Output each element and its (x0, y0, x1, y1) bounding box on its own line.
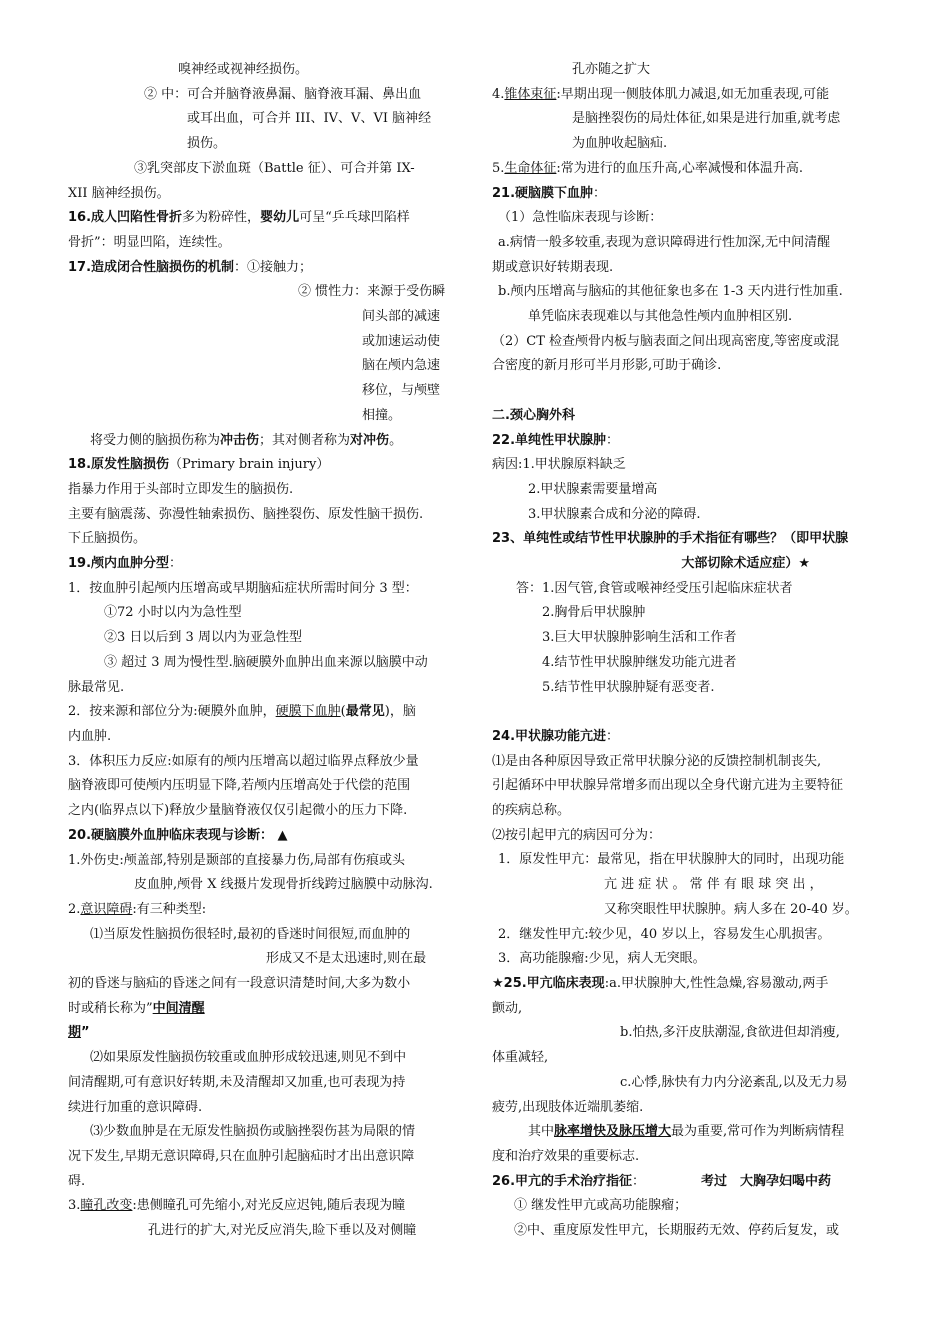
text-line: ③ 超过 3 周为慢性型.脑硬膜外血肿出血来源以脑膜中动 (104, 654, 428, 670)
text-line: 碍. (68, 1173, 86, 1189)
text-line: （1）急性临床表现与诊断： (498, 210, 663, 226)
text-line: 脉最常见. (68, 679, 125, 695)
text-line: 3.巨大甲状腺肿影响生活和工作者 (542, 630, 737, 646)
question-26: 26.甲亢的手术治疗指征： 考过 大胸孕妇喝中药 (492, 1173, 832, 1189)
text-line: 初的昏迷与脑疝的昏迷之间有一段意识清楚时间,大多为数小 (68, 976, 411, 992)
text-line: 2.甲状腺素需要量增高 (528, 481, 658, 497)
text-line: 4.结节性甲状腺肿继发功能亢进者 (542, 654, 737, 670)
text-line: 损伤。 (187, 136, 227, 152)
question-title: 22.单纯性甲状腺肿 (492, 432, 607, 448)
question-number: 16. (68, 210, 92, 226)
text-line: ① 继发性甲亢或高功能腺瘤； (514, 1198, 688, 1214)
text-line: 脑脊液即可使颅内压明显下降,若颅内压增高处于代偿的范围 (68, 778, 411, 794)
text-line: （2）CT 检查颅骨内板与脑表面之间出现高密度,等密度或混 (492, 333, 840, 349)
text-line: 3．高功能腺瘤:少见，病人无突眼。 (498, 951, 706, 967)
text-line: 脑在颅内急速 (362, 358, 441, 374)
text-line: 嗅神经或视神经损伤。 (178, 62, 309, 77)
text-line: 2.胸骨后甲状腺肿 (542, 605, 646, 621)
text-line: 答：1.因气管,食管或喉神经受压引起临床症状者 (516, 580, 793, 596)
question-24: 24.甲状腺功能亢进： (492, 728, 620, 744)
note: 考过 大胸孕妇喝中药 (701, 1173, 832, 1189)
text-line: 2．继发性甲亢:较少见，40 岁以上，容易发生心肌损害。 (498, 926, 831, 942)
text-line: 1．按血肿引起颅内压增高或早期脑疝症状所需时间分 3 型： (68, 580, 418, 596)
text-line: 时或稍长称为”中间清醒 (68, 1000, 205, 1016)
text-line: 3.甲状腺素合成和分泌的障碍. (528, 506, 701, 522)
text-line: a.病情一般多较重,表现为意识障碍进行性加深,无中间清醒 (498, 234, 831, 250)
text-line: 相撞。 (362, 407, 402, 423)
question-title: 24.甲状腺功能亢进 (492, 728, 607, 744)
text-line: 5.结节性甲状腺肿疑有恶变者. (542, 679, 715, 695)
text-line: b.颅内压增高与脑疝的其他征象也多在 1-3 天内进行性加重. (498, 284, 843, 300)
text-line: 期或意识好转期表现. (492, 259, 614, 275)
text-line: 3．体积压力反应:如原有的颅内压增高以超过临界点释放少量 (68, 753, 419, 769)
text-line: 皮血肿,颅骨 X 线摄片发现骨折线跨过脑膜中动脉沟. (134, 877, 433, 893)
text-line: 是脑挫裂伤的局灶体征,如果是进行加重,就考虑 (572, 111, 841, 127)
question-title: 20.硬脑膜外血肿临床表现与诊断 (68, 827, 261, 843)
text-line: ①72 小时以内为急性型 (104, 605, 242, 621)
text-line: ②中、重度原发性甲亢，长期服药无效、停药后复发，或 (514, 1223, 840, 1239)
text-line: 指暴力作用于头部时立即发生的脑损伤. (68, 481, 294, 497)
text-line: 或耳出血，可合并 III、IV、V、VI 脑神经 (187, 111, 432, 127)
text-line: 孔亦随之扩大 (572, 62, 651, 77)
text-line: 的疾病总称。 (492, 803, 571, 819)
text-line: 病因:1.甲状腺原料缺乏 (492, 457, 626, 473)
text-line: 2．按来源和部位分为:硬膜外血肿，硬膜下血肿(最常见)，脑 (68, 704, 416, 720)
text-line: 下丘脑损伤。 (68, 531, 147, 547)
text-line: XII 脑神经损伤。 (68, 185, 170, 201)
question-title: 26.甲亢的手术治疗指征 (492, 1173, 633, 1189)
text-line: 期” (68, 1025, 90, 1041)
text-line: 形成又不是太迅速时,则在最 (266, 951, 427, 967)
text-line: ⑵如果原发性脑损伤较重或血肿形成较迅速,则见不到中 (90, 1050, 407, 1066)
question-title: 18.原发性脑损伤 (68, 457, 170, 473)
text-line: ⑴当原发性脑损伤很轻时,最初的昏迷时间很短,而血肿的 (90, 926, 411, 942)
question-23-title: 23、单纯性或结节性甲状腺肿的手术指征有哪些？（即甲状腺 (492, 531, 849, 547)
text-line: ③乳突部皮下淤血斑（Battle 征）、可合并第 IX- (134, 160, 415, 176)
text-line: 2.意识障碍:有三种类型: (68, 901, 207, 917)
text-line: 合密度的新月形可半月形影,可助于确诊. (492, 358, 722, 374)
question-25: ★25.甲亢临床表现:a.甲状腺肿大,性性急燥,容易激动,两手 (492, 975, 829, 991)
text-line: 之内(临界点以下)释放少量脑脊液仅仅引起微小的压力下降. (68, 803, 408, 819)
text-line: 1.外伤史:颅盖部,特别是颞部的直接暴力伤,局部有伤痕或头 (68, 852, 406, 868)
question-17: 17.造成闭合性脑损伤的机制：①接触力； (68, 259, 313, 275)
question-19: 19.颅内血肿分型： (68, 556, 183, 572)
star-icon: ★ (492, 975, 504, 991)
text-line: 况下发生,早期无意识障碍,只在血肿引起脑疝时才出出意识障 (68, 1148, 415, 1164)
text-line: 3.瞳孔改变:患侧瞳孔可先缩小,对光反应迟钝,随后表现为瞳 (68, 1198, 406, 1214)
text-line: 或加速运动使 (362, 333, 441, 349)
right-column (492, 58, 884, 1244)
question-23-title: 大部切除术适应症）★ (681, 556, 810, 572)
triangle-icon: ： ▲ (260, 827, 288, 843)
text-line: 亢 进 症 状 。 常 伴 有 眼 球 突 出 ， (604, 877, 823, 893)
text-line: 移位，与颅壁 (362, 383, 441, 399)
text-line: 单凭临床表现难以与其他急性颅内血肿相区别. (528, 309, 793, 325)
text-line: 疲劳,出现肢体近端肌萎缩. (492, 1099, 644, 1115)
section-heading: 二.颈心胸外科 (492, 407, 575, 423)
question-title: 25.甲亢临床表现 (503, 975, 605, 991)
text-line: 间清醒期,可有意识好转期,未及清醒却又加重,也可表现为持 (68, 1074, 406, 1090)
spacer (492, 700, 884, 725)
text-line: ⑶少数血肿是在无原发性脑损伤或脑挫裂伤甚为局限的情 (90, 1124, 416, 1140)
text-line: 4.锥体束征:早期出现一侧肢体肌力减退,如无加重表现,可能 (492, 86, 830, 102)
question-title: 21.硬脑膜下血肿 (492, 185, 594, 201)
text-line: 骨折”：明显凹陷，连续性。 (68, 234, 231, 250)
question-22: 22.单纯性甲状腺肿： (492, 432, 620, 448)
text-line: 孔进行的扩大,对光反应消失,睑下垂以及对侧瞳 (148, 1223, 417, 1239)
term: 婴幼儿 (260, 210, 300, 226)
text-line: 其中脉率增快及脉压增大最为重要,常可作为判断病情程 (528, 1124, 845, 1140)
text-line: 主要有脑震荡、弥漫性轴索损伤、脑挫裂伤、原发性脑干损伤. (68, 506, 424, 522)
text-line: 体重减轻, (492, 1050, 549, 1066)
text-line: 内血肿. (68, 728, 112, 744)
text-line: ⑵按引起甲亢的病因可分为： (492, 827, 662, 843)
text-line: 续进行加重的意识障碍. (68, 1099, 203, 1115)
question-title: 19.颅内血肿分型 (68, 556, 170, 572)
question-title: 17.造成闭合性脑损伤的机制 (68, 259, 235, 275)
question-20 (68, 824, 462, 849)
text-line: c.心悸,脉快有力内分泌紊乱,以及无力易 (620, 1074, 848, 1090)
text-line: b.怕热,多汗皮肤潮湿,食欲进但却消瘦, (620, 1025, 840, 1041)
text-line: 间头部的减速 (362, 309, 441, 325)
text-line: 为血肿收起脑疝. (572, 136, 668, 152)
text-line: 将受力侧的脑损伤称为冲击伤；其对侧者称为对冲伤。 (90, 432, 403, 448)
text-line: 颤动, (492, 1000, 523, 1016)
term: 成人凹陷性骨折 (91, 210, 183, 226)
question-21: 21.硬脑膜下血肿： (492, 185, 607, 201)
text-line: 度和治疗效果的重要标志. (492, 1148, 640, 1164)
left-column (68, 58, 462, 1244)
spacer (492, 379, 884, 404)
question-16: 16.成人凹陷性骨折多为粉碎性，婴幼儿可呈“乒乓球凹陷样 (68, 210, 410, 226)
text-line: ② 中：可合并脑脊液鼻漏、脑脊液耳漏、鼻出血 (144, 86, 422, 102)
text-line: 又称突眼性甲状腺肿。病人多在 20-40 岁。 (604, 901, 858, 917)
text-line: ②3 日以后到 3 周以内为亚急性型 (104, 630, 302, 646)
text-line: ⑴是由各种原因导致正常甲状腺分泌的反馈控制机制丧失, (492, 753, 822, 769)
text-line: 引起循环中甲状腺异常增多而出现以全身代谢亢进为主要特征 (492, 778, 844, 794)
text-line: ② 惯性力：来源于受伤瞬 (298, 284, 446, 300)
text-line: 5.生命体征:常为进行的血压升高,心率减慢和体温升高. (492, 160, 804, 176)
question-18: 18.原发性脑损伤（Primary brain injury） (68, 457, 330, 473)
text-line: 1．原发性甲亢：最常见，指在甲状腺肿大的同时，出现功能 (498, 852, 845, 868)
